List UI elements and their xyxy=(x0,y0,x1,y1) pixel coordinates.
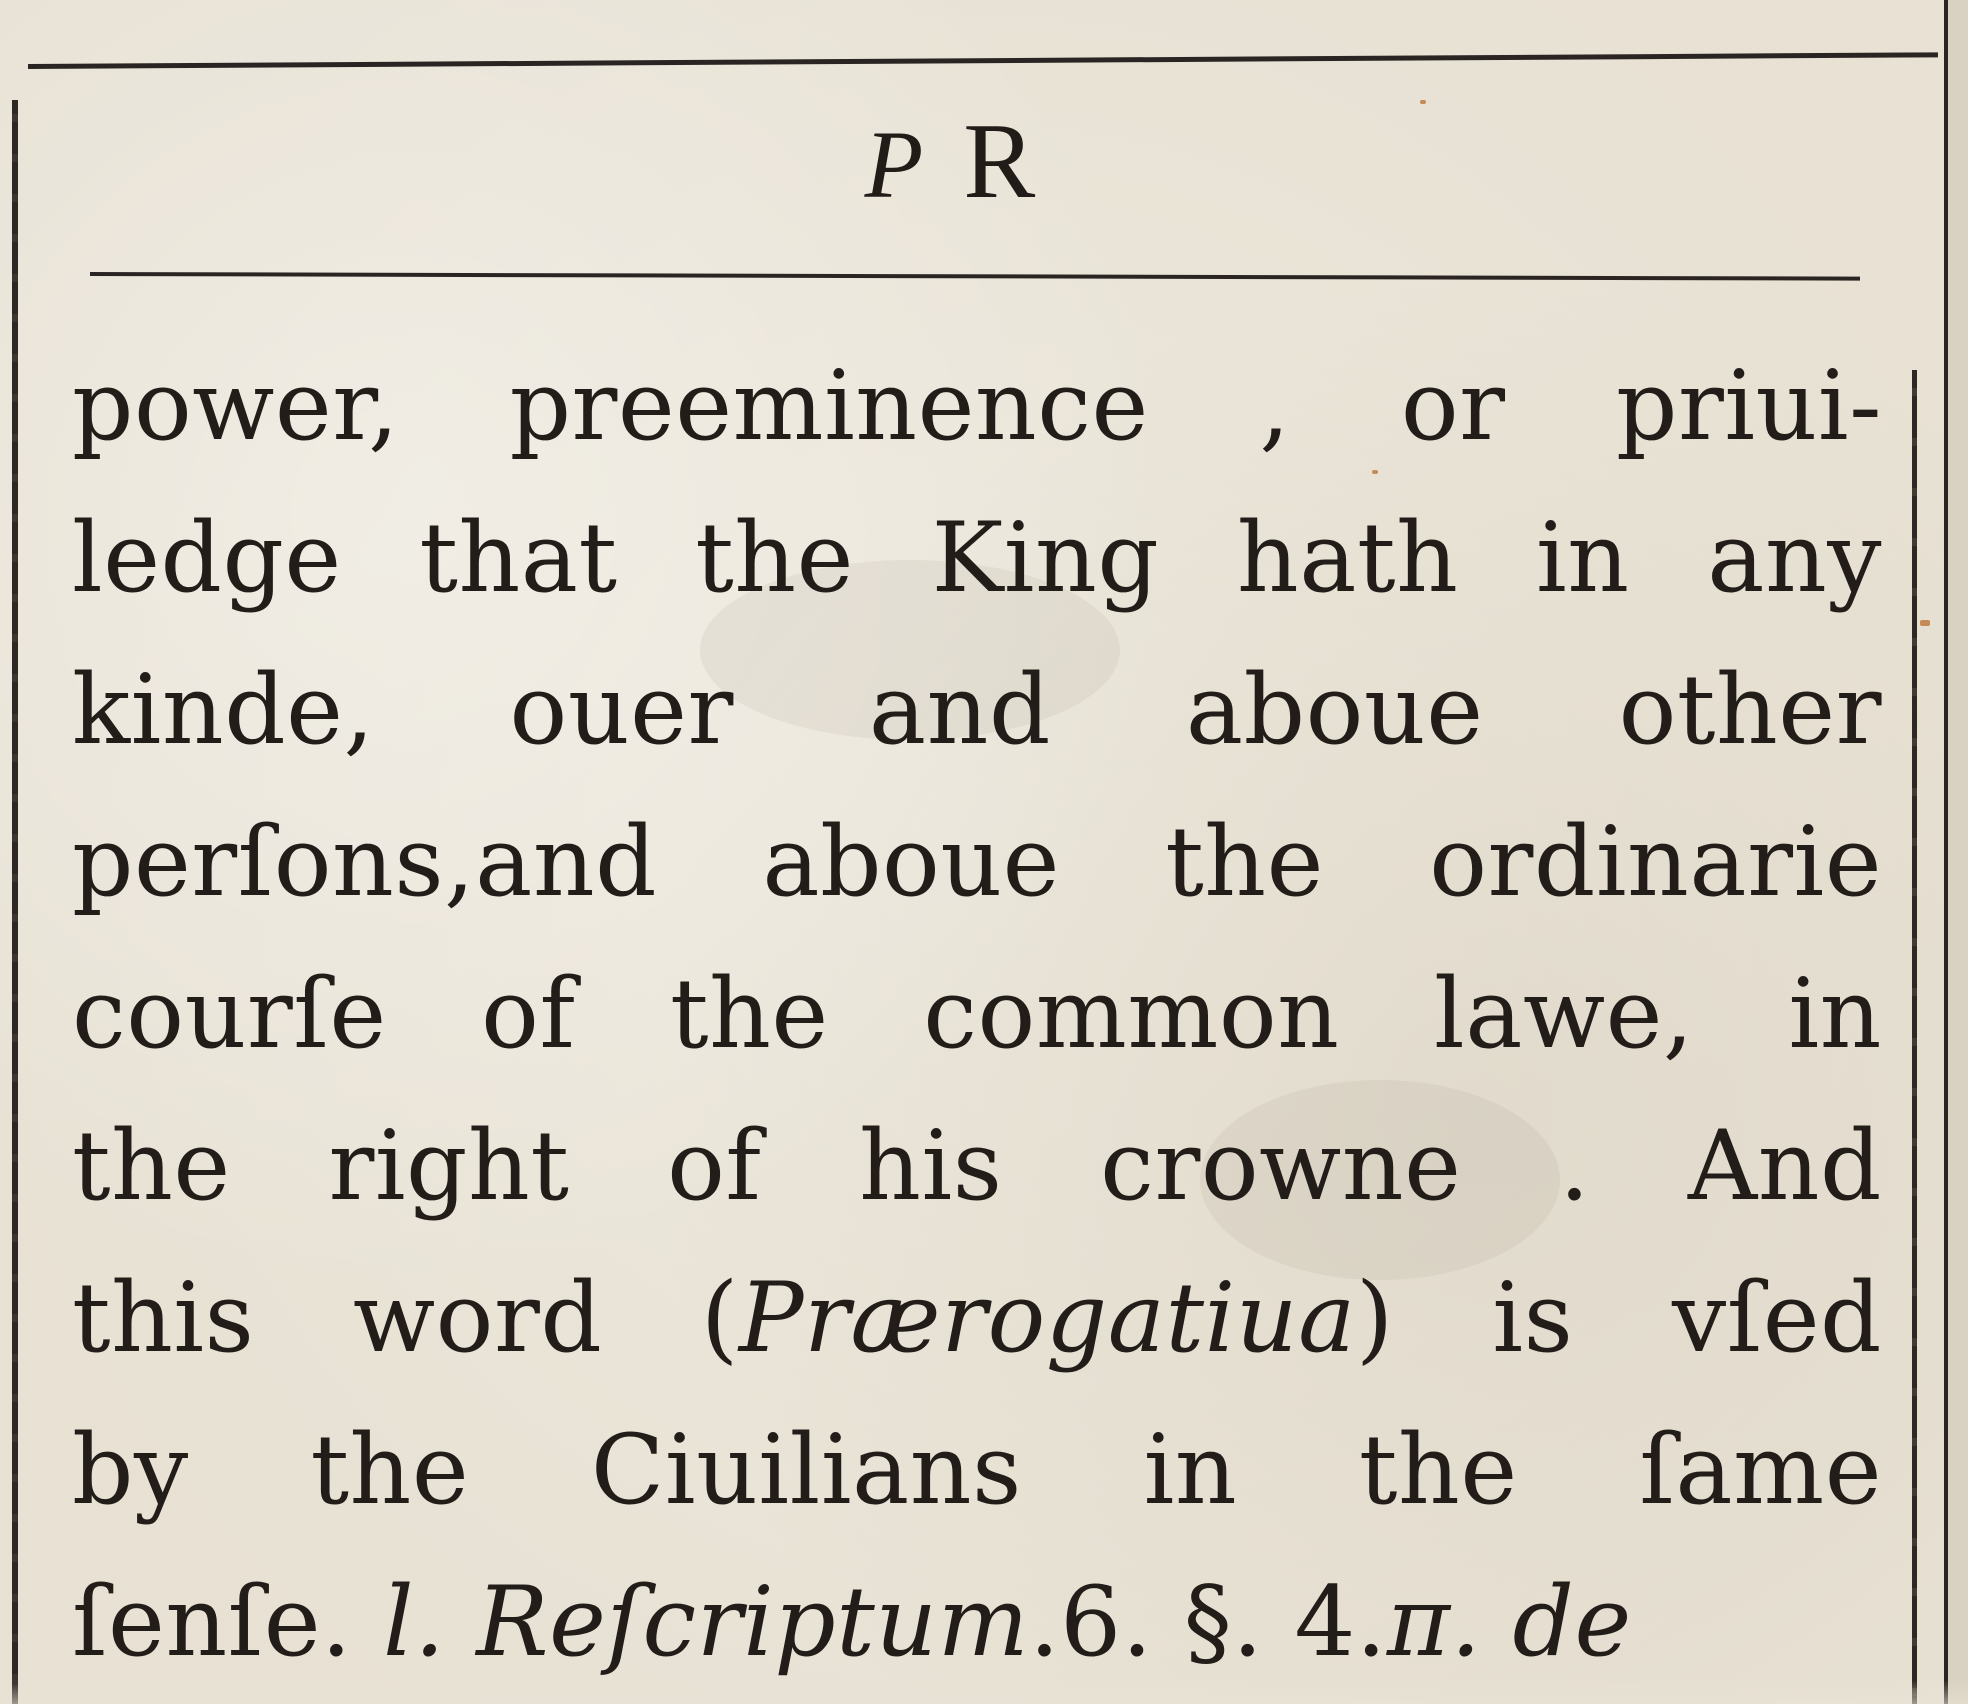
italic-citation: Reſcriptum xyxy=(476,1566,1030,1678)
text-line: by the Ciuilians in the ſame xyxy=(72,1414,1882,1526)
citation-number: .6. xyxy=(1029,1566,1153,1678)
outer-right-frame-line xyxy=(1944,0,1948,1704)
top-rule xyxy=(28,52,1938,69)
right-frame-line xyxy=(1912,370,1917,1704)
page-margin-strip xyxy=(1948,0,1968,1704)
text-line: courſe of the common lawe, in xyxy=(72,958,1882,1070)
text-line xyxy=(72,1242,1882,1394)
section-mark: §. 4. xyxy=(1183,1566,1387,1678)
text-fragment: ſenſe. xyxy=(72,1566,353,1678)
italic-word: de xyxy=(1512,1566,1632,1678)
running-head-letter-r: R xyxy=(963,102,1036,221)
text-line: power, preeminence , or priui- xyxy=(72,350,1882,462)
text-fragment: ) is vſed xyxy=(1355,1262,1882,1374)
text-line: perſons,and aboue the ordinarie xyxy=(72,806,1882,918)
text-fragment: this word ( xyxy=(72,1262,739,1374)
text-line: the right of his crowne . And xyxy=(72,1110,1882,1222)
text-line xyxy=(72,1546,1882,1698)
text-line: ledge that the King hath in any xyxy=(72,502,1882,614)
italic-term: Prærogatiua xyxy=(738,1262,1356,1374)
running-head-letter-p: P xyxy=(864,111,924,218)
running-head xyxy=(780,102,1120,228)
text-line: kinde, ouer and aboue other xyxy=(72,654,1882,766)
bottom-edge-fade xyxy=(0,1680,1968,1704)
italic-citation: l. xyxy=(383,1566,446,1678)
paper-fleck xyxy=(1420,100,1426,104)
header-underline-rule xyxy=(90,272,1860,281)
pi-symbol: π. xyxy=(1386,1566,1482,1678)
left-frame-line xyxy=(12,100,18,1704)
body-text xyxy=(72,330,1882,1698)
paper-fleck xyxy=(1920,620,1930,626)
